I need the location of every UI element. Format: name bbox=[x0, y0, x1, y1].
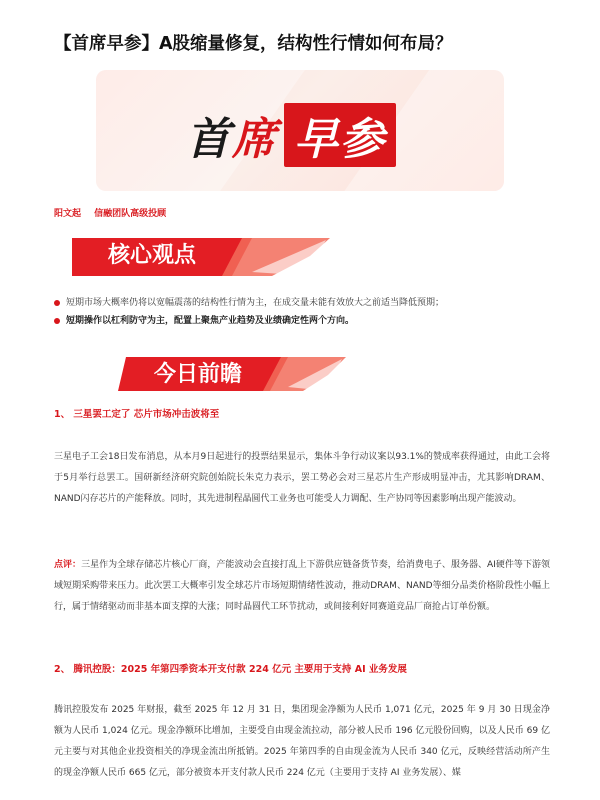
logo-char-2: 席 bbox=[232, 114, 278, 165]
section-2-body: 腾讯控股发布 2025 年财报，截至 2025 年 12 月 31 日，集团现金净额为人民币 1,071 亿元，2025 年 9 月 30 日现金净额为人民币 1,024 亿元。现金净额环比增加，主要受自由现金流拉动，部分被人民币 196 亿元股份回购，以及人民币 69 亿元主要与对其他企业投资相关的净现金流出所抵销。2025 年第四季的自由现金流为人民币 340 亿元，反映经营活动所产生的现金净额人民币 665 亿元，部分被资本开支付款人民币 224 亿元（主要用于支持 AI 业务发展）、媒 bbox=[54, 705, 550, 778]
banner-logo bbox=[186, 103, 396, 167]
section-2-title: 2、 腾讯控股：2025 年第四季资本开支付款 224 亿元 主要用于支持 AI 业务发展 bbox=[54, 664, 407, 675]
today-heading: 今日前瞻 bbox=[153, 362, 242, 387]
comment-label: 点评： bbox=[54, 560, 82, 570]
author-team: 信融团队高级投顾 bbox=[94, 209, 167, 219]
bullet-dot-icon bbox=[54, 318, 60, 324]
author-line bbox=[54, 206, 176, 219]
core-bullet-1 bbox=[54, 294, 554, 312]
author-name: 阳文起 bbox=[54, 209, 82, 219]
section-1-body: 三星电子工会18日发布消息，从本月9日起进行的投票结果显示，集体斗争行动议案以93.1%的赞成率获得通过，由此工会将于5月举行总罢工。国研新经济研究院创始院长朱克力表示，罢工势必会对三星芯片生产形成明显冲击，尤其影响DRAM、NAND闪存芯片的产能释放。同时，其先进制程晶圆代工业务也可能受人力调配、生产协同等因素影响出现产能波动。 bbox=[54, 452, 550, 504]
core-bullets bbox=[54, 294, 554, 330]
core-bullet-text: 短期市场大概率仍将以宽幅震荡的结构性行情为主，在成交量未能有效放大之前适当降低预期； bbox=[66, 298, 445, 308]
logo-highlight: 早参 bbox=[284, 103, 396, 167]
comment-text: 三星作为全球存储芯片核心厂商，产能波动会直接打乱上下游供应链备货节奏，给消费电子、服务器、AI硬件等下游领域短期采购带来压力。此次罢工大概率引发全球芯片市场短期情绪性波动，推动DRAM、NAND等细分品类价格阶段性小幅上行，属于情绪驱动而非基本面支撑的大涨；同时晶圆代工环节扰动，或间接利好同赛道竞品厂商抢占订单份额。 bbox=[54, 560, 550, 612]
article-title: 【首席早参】A股缩量修复，结构性行情如何布局？ bbox=[54, 34, 453, 54]
bullet-dot-icon bbox=[54, 300, 60, 306]
core-bullet-2 bbox=[54, 312, 554, 330]
core-heading: 核心观点 bbox=[107, 243, 196, 268]
today-heading-ribbon bbox=[118, 355, 348, 395]
core-bullet-text: 短期操作以杠利防守为主，配置上聚焦产业趋势及业绩确定性两个方向。 bbox=[66, 316, 355, 326]
section-1-comment bbox=[54, 555, 550, 618]
section-1-title: 1、 三星罢工定了 芯片市场冲击波将至 bbox=[54, 409, 220, 420]
logo-char-1: 首 bbox=[186, 114, 232, 165]
header-banner bbox=[96, 70, 504, 191]
core-heading-ribbon bbox=[72, 234, 332, 274]
